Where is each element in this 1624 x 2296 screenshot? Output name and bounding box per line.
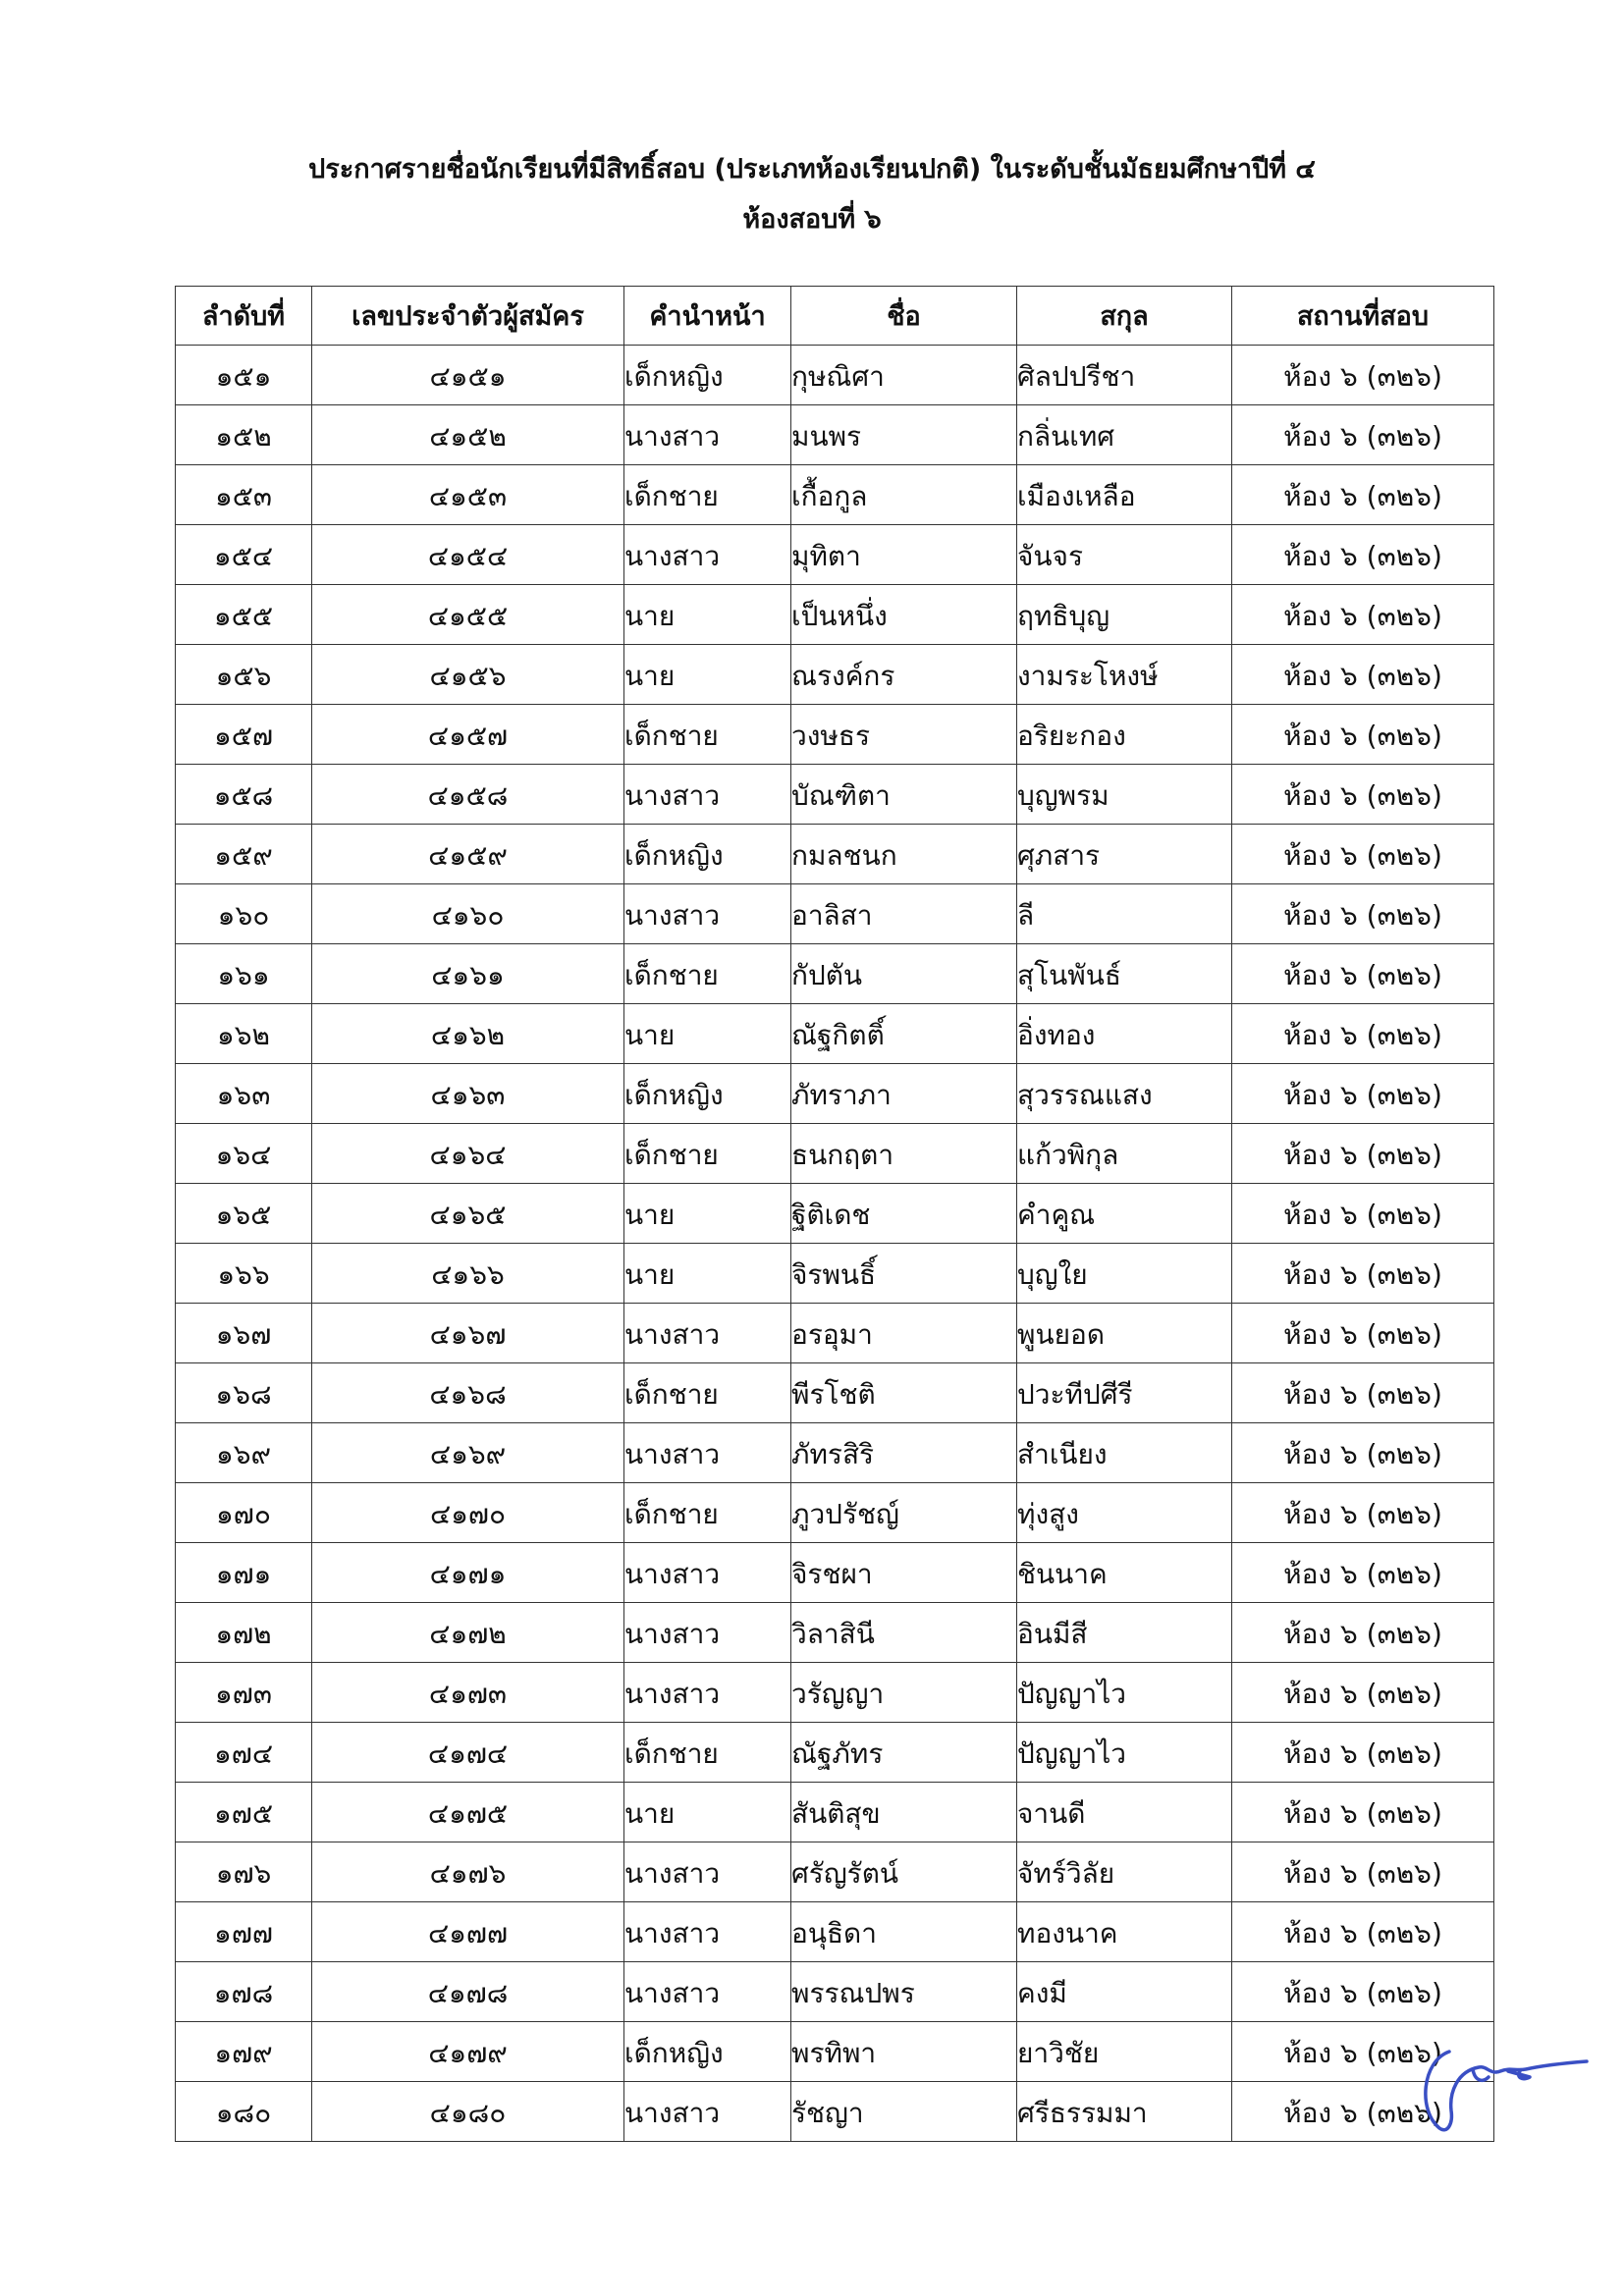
- row-number-cell: ๑๗๖: [176, 1842, 312, 1902]
- row-number-cell: ๑๗๓: [176, 1663, 312, 1723]
- row-number-cell: ๑๕๓: [176, 465, 312, 525]
- first-name-cell: รัชญา: [791, 2082, 1017, 2142]
- name-prefix-cell: นาย: [624, 1004, 791, 1064]
- row-number-cell: ๑๖๗: [176, 1304, 312, 1363]
- applicant-id-cell: ๔๑๕๘: [312, 765, 624, 825]
- first-name-cell: วรัญญา: [791, 1663, 1017, 1723]
- page-subtitle: ห้องสอบที่ ๖: [742, 204, 882, 235]
- surname-cell: พูนยอด: [1017, 1304, 1232, 1363]
- table-row: [176, 405, 1494, 465]
- name-prefix-cell: เด็กหญิง: [624, 825, 791, 884]
- table-row: [176, 884, 1494, 944]
- first-name-cell: พรทิพา: [791, 2022, 1017, 2082]
- surname-cell: จานดี: [1017, 1783, 1232, 1842]
- exam-room-cell: ห้อง ๖ (๓๒๖): [1232, 1363, 1494, 1423]
- name-prefix-cell: เด็กหญิง: [624, 346, 791, 405]
- exam-room-cell: ห้อง ๖ (๓๒๖): [1232, 765, 1494, 825]
- first-name-cell: อาลิสา: [791, 884, 1017, 944]
- surname-cell: จัทร์วิลัย: [1017, 1842, 1232, 1902]
- exam-room-cell: ห้อง ๖ (๓๒๖): [1232, 405, 1494, 465]
- table-row: [176, 585, 1494, 645]
- name-prefix-cell: นาย: [624, 1244, 791, 1304]
- name-prefix-cell: นางสาว: [624, 1663, 791, 1723]
- surname-cell: อิ่งทอง: [1017, 1004, 1232, 1064]
- student-roster-table: [175, 286, 1494, 2142]
- first-name-cell: วงษธร: [791, 705, 1017, 765]
- table-row: [176, 525, 1494, 585]
- first-name-cell: กัปตัน: [791, 944, 1017, 1004]
- row-number-cell: ๑๗๗: [176, 1902, 312, 1962]
- name-prefix-cell: เด็กชาย: [624, 944, 791, 1004]
- surname-cell: ยาวิชัย: [1017, 2022, 1232, 2082]
- first-name-cell: กมลชนก: [791, 825, 1017, 884]
- applicant-id-cell: ๔๑๖๒: [312, 1004, 624, 1064]
- applicant-id-cell: ๔๑๖๔: [312, 1124, 624, 1184]
- name-prefix-cell: นางสาว: [624, 1304, 791, 1363]
- exam-room-cell: ห้อง ๖ (๓๒๖): [1232, 1723, 1494, 1783]
- exam-room-cell: ห้อง ๖ (๓๒๖): [1232, 1783, 1494, 1842]
- name-prefix-cell: เด็กชาย: [624, 705, 791, 765]
- exam-room-cell: ห้อง ๖ (๓๒๖): [1232, 1064, 1494, 1124]
- table-row: [176, 1962, 1494, 2022]
- exam-room-cell: ห้อง ๖ (๓๒๖): [1232, 1423, 1494, 1483]
- applicant-id-cell: ๔๑๕๗: [312, 705, 624, 765]
- name-prefix-cell: นางสาว: [624, 1902, 791, 1962]
- name-prefix-cell: นางสาว: [624, 1603, 791, 1663]
- column-header-exam-room: สถานที่สอบ: [1232, 287, 1494, 346]
- exam-room-cell: ห้อง ๖ (๓๒๖): [1232, 346, 1494, 405]
- name-prefix-cell: นางสาว: [624, 405, 791, 465]
- surname-cell: บุญพรม: [1017, 765, 1232, 825]
- table-row: [176, 1842, 1494, 1902]
- name-prefix-cell: เด็กชาย: [624, 1124, 791, 1184]
- surname-cell: เมืองเหลือ: [1017, 465, 1232, 525]
- row-number-cell: ๑๗๘: [176, 1962, 312, 2022]
- exam-room-cell: ห้อง ๖ (๓๒๖): [1232, 1842, 1494, 1902]
- name-prefix-cell: นางสาว: [624, 1842, 791, 1902]
- table-row: [176, 1244, 1494, 1304]
- row-number-cell: ๑๘๐: [176, 2082, 312, 2142]
- first-name-cell: มนพร: [791, 405, 1017, 465]
- row-number-cell: ๑๕๑: [176, 346, 312, 405]
- first-name-cell: ณัฐภัทร: [791, 1723, 1017, 1783]
- first-name-cell: จิรชผา: [791, 1543, 1017, 1603]
- name-prefix-cell: เด็กชาย: [624, 1363, 791, 1423]
- row-number-cell: ๑๗๒: [176, 1603, 312, 1663]
- applicant-id-cell: ๔๑๗๙: [312, 2022, 624, 2082]
- name-prefix-cell: นาย: [624, 585, 791, 645]
- name-prefix-cell: นางสาว: [624, 884, 791, 944]
- name-prefix-cell: นางสาว: [624, 1543, 791, 1603]
- surname-cell: ทุ่งสูง: [1017, 1483, 1232, 1543]
- surname-cell: ปัญญาไว: [1017, 1663, 1232, 1723]
- exam-room-cell: ห้อง ๖ (๓๒๖): [1232, 1244, 1494, 1304]
- table-row: [176, 1184, 1494, 1244]
- table-row: [176, 645, 1494, 705]
- column-header-applicant-id: เลขประจำตัวผู้สมัคร: [312, 287, 624, 346]
- exam-room-cell: ห้อง ๖ (๓๒๖): [1232, 2022, 1494, 2082]
- first-name-cell: บัณฑิตา: [791, 765, 1017, 825]
- table-row: [176, 346, 1494, 405]
- name-prefix-cell: นางสาว: [624, 765, 791, 825]
- applicant-id-cell: ๔๑๖๘: [312, 1363, 624, 1423]
- applicant-id-cell: ๔๑๕๒: [312, 405, 624, 465]
- row-number-cell: ๑๗๔: [176, 1723, 312, 1783]
- surname-cell: บุญใย: [1017, 1244, 1232, 1304]
- exam-room-cell: ห้อง ๖ (๓๒๖): [1232, 1603, 1494, 1663]
- name-prefix-cell: เด็กหญิง: [624, 2022, 791, 2082]
- table-row: [176, 1663, 1494, 1723]
- first-name-cell: พีรโชติ: [791, 1363, 1017, 1423]
- exam-room-cell: ห้อง ๖ (๓๒๖): [1232, 1902, 1494, 1962]
- exam-room-cell: ห้อง ๖ (๓๒๖): [1232, 585, 1494, 645]
- exam-room-cell: ห้อง ๖ (๓๒๖): [1232, 705, 1494, 765]
- applicant-id-cell: ๔๑๗๔: [312, 1723, 624, 1783]
- column-header-name: ชื่อ: [791, 287, 1017, 346]
- name-prefix-cell: เด็กชาย: [624, 1483, 791, 1543]
- row-number-cell: ๑๗๕: [176, 1783, 312, 1842]
- surname-cell: ปัญญาไว: [1017, 1723, 1232, 1783]
- applicant-id-cell: ๔๑๕๓: [312, 465, 624, 525]
- table-row: [176, 465, 1494, 525]
- applicant-id-cell: ๔๑๖๑: [312, 944, 624, 1004]
- table-row: [176, 1483, 1494, 1543]
- row-number-cell: ๑๖๖: [176, 1244, 312, 1304]
- applicant-id-cell: ๔๑๗๒: [312, 1603, 624, 1663]
- exam-room-cell: ห้อง ๖ (๓๒๖): [1232, 1184, 1494, 1244]
- name-prefix-cell: นาย: [624, 1184, 791, 1244]
- first-name-cell: จิรพนธิ์: [791, 1244, 1017, 1304]
- applicant-id-cell: ๔๑๘๐: [312, 2082, 624, 2142]
- applicant-id-cell: ๔๑๖๙: [312, 1423, 624, 1483]
- exam-room-cell: ห้อง ๖ (๓๒๖): [1232, 1962, 1494, 2022]
- exam-room-cell: ห้อง ๖ (๓๒๖): [1232, 525, 1494, 585]
- row-number-cell: ๑๖๐: [176, 884, 312, 944]
- table-row: [176, 1004, 1494, 1064]
- surname-cell: ศิลปปรีชา: [1017, 346, 1232, 405]
- table-row: [176, 1363, 1494, 1423]
- first-name-cell: อนุธิดา: [791, 1902, 1017, 1962]
- applicant-id-cell: ๔๑๖๗: [312, 1304, 624, 1363]
- first-name-cell: ศรัญรัตน์: [791, 1842, 1017, 1902]
- name-prefix-cell: เด็กชาย: [624, 1723, 791, 1783]
- table-row: [176, 1783, 1494, 1842]
- surname-cell: ปวะทีปศีรี: [1017, 1363, 1232, 1423]
- row-number-cell: ๑๖๕: [176, 1184, 312, 1244]
- name-prefix-cell: นาย: [624, 645, 791, 705]
- exam-room-cell: ห้อง ๖ (๓๒๖): [1232, 1543, 1494, 1603]
- table-row: [176, 1064, 1494, 1124]
- exam-room-cell: ห้อง ๖ (๓๒๖): [1232, 465, 1494, 525]
- surname-cell: ศุภสาร: [1017, 825, 1232, 884]
- applicant-id-cell: ๔๑๕๖: [312, 645, 624, 705]
- applicant-id-cell: ๔๑๖๕: [312, 1184, 624, 1244]
- surname-cell: แก้วพิกุล: [1017, 1124, 1232, 1184]
- applicant-id-cell: ๔๑๖๓: [312, 1064, 624, 1124]
- first-name-cell: ฐิติเดช: [791, 1184, 1017, 1244]
- column-header-surname: สกุล: [1017, 287, 1232, 346]
- exam-room-cell: ห้อง ๖ (๓๒๖): [1232, 645, 1494, 705]
- table-row: [176, 1423, 1494, 1483]
- exam-room-cell: ห้อง ๖ (๓๒๖): [1232, 1663, 1494, 1723]
- table-row: [176, 825, 1494, 884]
- surname-cell: สำเนียง: [1017, 1423, 1232, 1483]
- row-number-cell: ๑๗๐: [176, 1483, 312, 1543]
- first-name-cell: ภัทราภา: [791, 1064, 1017, 1124]
- table-row: [176, 944, 1494, 1004]
- exam-room-cell: ห้อง ๖ (๓๒๖): [1232, 1304, 1494, 1363]
- row-number-cell: ๑๖๑: [176, 944, 312, 1004]
- table-row: [176, 1723, 1494, 1783]
- surname-cell: สุโนพันธ์: [1017, 944, 1232, 1004]
- row-number-cell: ๑๖๓: [176, 1064, 312, 1124]
- applicant-id-cell: ๔๑๗๑: [312, 1543, 624, 1603]
- exam-room-cell: ห้อง ๖ (๓๒๖): [1232, 2082, 1494, 2142]
- first-name-cell: กุษณิศา: [791, 346, 1017, 405]
- surname-cell: ทองนาค: [1017, 1902, 1232, 1962]
- first-name-cell: วิลาสินี: [791, 1603, 1017, 1663]
- surname-cell: คำคูณ: [1017, 1184, 1232, 1244]
- row-number-cell: ๑๖๒: [176, 1004, 312, 1064]
- table-row: [176, 1543, 1494, 1603]
- table-row: [176, 1304, 1494, 1363]
- name-prefix-cell: นางสาว: [624, 525, 791, 585]
- table-row: [176, 2082, 1494, 2142]
- first-name-cell: มุทิตา: [791, 525, 1017, 585]
- exam-room-cell: ห้อง ๖ (๓๒๖): [1232, 1124, 1494, 1184]
- surname-cell: คงมี: [1017, 1962, 1232, 2022]
- row-number-cell: ๑๖๔: [176, 1124, 312, 1184]
- first-name-cell: เป็นหนึ่ง: [791, 585, 1017, 645]
- applicant-id-cell: ๔๑๕๔: [312, 525, 624, 585]
- table-body: [176, 346, 1494, 2142]
- exam-room-cell: ห้อง ๖ (๓๒๖): [1232, 944, 1494, 1004]
- table-row: [176, 1902, 1494, 1962]
- name-prefix-cell: นางสาว: [624, 2082, 791, 2142]
- name-prefix-cell: นาย: [624, 1783, 791, 1842]
- surname-cell: สุวรรณแสง: [1017, 1064, 1232, 1124]
- row-number-cell: ๑๗๑: [176, 1543, 312, 1603]
- applicant-id-cell: ๔๑๗๕: [312, 1783, 624, 1842]
- applicant-id-cell: ๔๑๗๖: [312, 1842, 624, 1902]
- first-name-cell: สันติสุข: [791, 1783, 1017, 1842]
- row-number-cell: ๑๖๘: [176, 1363, 312, 1423]
- first-name-cell: ณัฐกิตติ์: [791, 1004, 1017, 1064]
- column-header-prefix: คำนำหน้า: [624, 287, 791, 346]
- applicant-id-cell: ๔๑๗๐: [312, 1483, 624, 1543]
- first-name-cell: ภูวปรัชญ์: [791, 1483, 1017, 1543]
- exam-room-cell: ห้อง ๖ (๓๒๖): [1232, 884, 1494, 944]
- applicant-id-cell: ๔๑๕๕: [312, 585, 624, 645]
- surname-cell: จันจร: [1017, 525, 1232, 585]
- first-name-cell: ธนกฤตา: [791, 1124, 1017, 1184]
- first-name-cell: ภัทรสิริ: [791, 1423, 1017, 1483]
- first-name-cell: เกื้อกูล: [791, 465, 1017, 525]
- first-name-cell: ณรงค์กร: [791, 645, 1017, 705]
- table-row: [176, 1124, 1494, 1184]
- surname-cell: ศรีธรรมมา: [1017, 2082, 1232, 2142]
- row-number-cell: ๑๗๙: [176, 2022, 312, 2082]
- page-title: ประกาศรายชื่อนักเรียนที่มีสิทธิ์สอบ (ประเภทห้องเรียนปกติ) ในระดับชั้นมัธยมศึกษาปีที่ ๔: [308, 154, 1316, 185]
- row-number-cell: ๑๕๖: [176, 645, 312, 705]
- table-row: [176, 765, 1494, 825]
- signature-icon: [1414, 2042, 1591, 2140]
- name-prefix-cell: นางสาว: [624, 1962, 791, 2022]
- row-number-cell: ๑๕๔: [176, 525, 312, 585]
- exam-room-cell: ห้อง ๖ (๓๒๖): [1232, 1004, 1494, 1064]
- surname-cell: ลี: [1017, 884, 1232, 944]
- row-number-cell: ๑๕๒: [176, 405, 312, 465]
- surname-cell: อินมีสี: [1017, 1603, 1232, 1663]
- surname-cell: งามระโหงษ์: [1017, 645, 1232, 705]
- surname-cell: อริยะกอง: [1017, 705, 1232, 765]
- row-number-cell: ๑๕๗: [176, 705, 312, 765]
- row-number-cell: ๑๖๙: [176, 1423, 312, 1483]
- row-number-cell: ๑๕๙: [176, 825, 312, 884]
- row-number-cell: ๑๕๘: [176, 765, 312, 825]
- surname-cell: ฤทธิบุญ: [1017, 585, 1232, 645]
- row-number-cell: ๑๕๕: [176, 585, 312, 645]
- name-prefix-cell: เด็กหญิง: [624, 1064, 791, 1124]
- applicant-id-cell: ๔๑๕๑: [312, 346, 624, 405]
- surname-cell: ชินนาค: [1017, 1543, 1232, 1603]
- name-prefix-cell: เด็กชาย: [624, 465, 791, 525]
- table-row: [176, 705, 1494, 765]
- applicant-id-cell: ๔๑๗๘: [312, 1962, 624, 2022]
- applicant-id-cell: ๔๑๕๙: [312, 825, 624, 884]
- applicant-id-cell: ๔๑๗๓: [312, 1663, 624, 1723]
- table-row: [176, 2022, 1494, 2082]
- first-name-cell: พรรณปพร: [791, 1962, 1017, 2022]
- table-header-row: [176, 287, 1494, 346]
- applicant-id-cell: ๔๑๖๖: [312, 1244, 624, 1304]
- applicant-id-cell: ๔๑๖๐: [312, 884, 624, 944]
- exam-room-cell: ห้อง ๖ (๓๒๖): [1232, 825, 1494, 884]
- name-prefix-cell: นางสาว: [624, 1423, 791, 1483]
- exam-room-cell: ห้อง ๖ (๓๒๖): [1232, 1483, 1494, 1543]
- applicant-id-cell: ๔๑๗๗: [312, 1902, 624, 1962]
- column-header-no: ลำดับที่: [176, 287, 312, 346]
- table-row: [176, 1603, 1494, 1663]
- first-name-cell: อรอุมา: [791, 1304, 1017, 1363]
- surname-cell: กลิ่นเทศ: [1017, 405, 1232, 465]
